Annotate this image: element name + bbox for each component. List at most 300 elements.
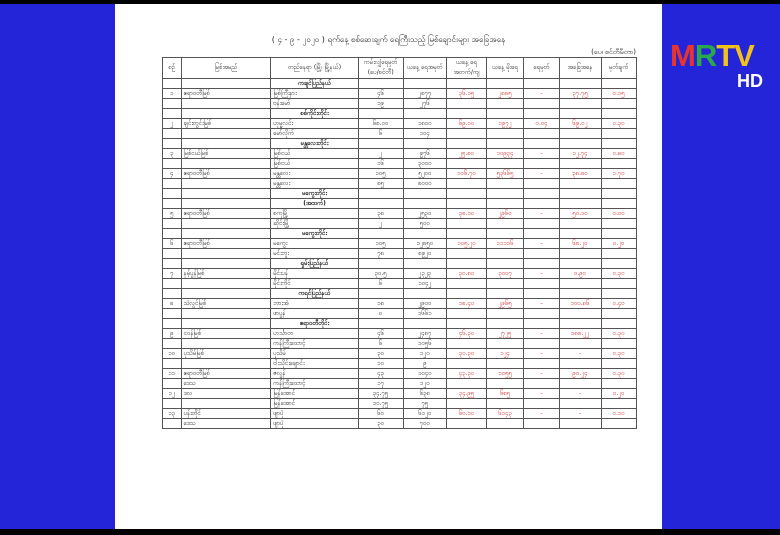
cell-c: ၁၀၆.၇၀ — [447, 169, 487, 179]
cell-b: ၂၄၈၇ — [403, 329, 447, 339]
cell-no: ၄ — [163, 169, 182, 179]
cell-d — [486, 249, 524, 259]
column-header: မြစ်အမည် — [181, 58, 271, 79]
cell-g: ၀.၃၀ — [601, 369, 637, 379]
cell-g: ၀.၁၅ — [601, 89, 637, 99]
cell-g: ၀.၁၀ — [601, 409, 637, 419]
cell-no — [163, 129, 182, 139]
cell-a: ၂ — [358, 149, 403, 159]
cell-e: ၀.၀၄ — [524, 119, 559, 129]
cell-g — [601, 399, 637, 409]
table-row — [163, 209, 637, 219]
cell-e: - — [524, 409, 559, 419]
water-level-table — [162, 57, 637, 429]
cell-a: ၃၀.၅ — [358, 269, 403, 279]
region-row — [163, 189, 637, 199]
cell-c — [447, 419, 487, 429]
cell-loc: ဆိုင်းမြို့ — [271, 219, 359, 229]
cell-b: ၈၉၂၀ — [403, 249, 447, 259]
cell-f — [559, 359, 601, 369]
logo-letter: M — [670, 38, 695, 73]
cell-d: ၆၈၅ — [486, 389, 524, 399]
table-row — [163, 239, 637, 249]
region-row — [163, 289, 637, 299]
cell-c — [447, 159, 487, 169]
cell-a: ၄၆ — [358, 329, 403, 339]
cell-e — [524, 279, 559, 289]
cell-c: ၃၀.၈၀ — [447, 269, 487, 279]
cell-f — [559, 339, 601, 349]
cell-loc: မြစ်ကြီးနား — [271, 89, 359, 99]
cell-b: ၂၇၆ — [403, 99, 447, 109]
cell-f — [559, 219, 601, 229]
table-row — [163, 409, 637, 419]
table-row — [163, 89, 637, 99]
cell-loc: ဗန်းမော် — [271, 99, 359, 109]
cell-e — [524, 219, 559, 229]
cell-a: ၈၅ — [358, 179, 403, 189]
region-row — [163, 109, 637, 119]
cell-name — [181, 309, 271, 319]
cell-no: ၁ — [163, 89, 182, 99]
cell-c — [447, 179, 487, 189]
region-row — [163, 229, 637, 239]
cell-loc: ဇလွန် — [271, 369, 359, 379]
cell-g — [601, 359, 637, 369]
cell-loc: ဖာပွန် — [271, 309, 359, 319]
cell-c: ၄၆.၃၀ — [447, 329, 487, 339]
region-name: မန္တလေးတိုင်း — [271, 139, 359, 149]
cell-b: ၁၈၀၀ — [403, 119, 447, 129]
cell-f: ၁၈၈.၂၂ — [559, 329, 601, 339]
cell-b: ၅၂၀၀ — [403, 169, 447, 179]
cell-d — [486, 339, 524, 349]
cell-loc: မော်လိုက် — [271, 129, 359, 139]
cell-name: ပုသိမ်မြစ် — [181, 349, 271, 359]
region-name: မကွေးတိုင်း — [271, 189, 359, 199]
cell-d — [486, 99, 524, 109]
cell-g — [601, 99, 637, 109]
logo-letter: R — [694, 38, 717, 73]
cell-c: ၃၀.၃၀ — [447, 349, 487, 359]
cell-g — [601, 179, 637, 189]
cell-a: ၁၀၅ — [358, 239, 403, 249]
cell-a: ၃၀ — [358, 419, 403, 429]
cell-b: ၂၉၀၀ — [403, 299, 447, 309]
cell-g — [601, 249, 637, 259]
table-row — [163, 99, 637, 109]
cell-g — [601, 419, 637, 429]
cell-loc: စကုမြို့ — [271, 209, 359, 219]
cell-name: သံလွင်မြစ် — [181, 299, 271, 309]
cell-loc: မြန်အောင် — [271, 389, 359, 399]
cell-f: ၆၉.၀၂ — [559, 119, 601, 129]
cell-no: ၁၃ — [163, 409, 182, 419]
cell-d: ၂၇၂၅ — [486, 329, 524, 339]
cell-c: ၆၀.၁၀ — [447, 409, 487, 419]
cell-d: ၃၀၀၇ — [486, 269, 524, 279]
cell-e — [524, 129, 559, 139]
table-row — [163, 349, 637, 359]
cell-e: - — [524, 239, 559, 249]
cell-f: - — [559, 409, 601, 419]
cell-c: ၃၄.၉၅ — [447, 389, 487, 399]
cell-loc: မိုင်းပန် — [271, 269, 359, 279]
cell-b: ၆၃၈ — [403, 389, 447, 399]
cell-c — [447, 129, 487, 139]
cell-d — [486, 399, 524, 409]
mrtv-logo-text — [670, 38, 754, 74]
cell-a: ၆ — [358, 339, 403, 349]
column-header: အခြေအနေ — [559, 58, 601, 79]
cell-loc: ကန်ကြီးထောင့် — [271, 379, 359, 389]
cell-e — [524, 339, 559, 349]
cell-d: ၁၁၁၁၆ — [486, 239, 524, 249]
table-row — [163, 249, 637, 259]
cell-name: ဧရာဝတီမြစ် — [181, 239, 271, 249]
cell-e — [524, 249, 559, 259]
cell-g: ၀.၀၀ — [601, 209, 637, 219]
cell-loc: မကွေး — [271, 239, 359, 249]
cell-d: ၂၉၆၅ — [486, 299, 524, 309]
cell-f — [559, 129, 601, 139]
cell-b: ၇၀၀ — [403, 419, 447, 429]
cell-a: ၂ — [358, 219, 403, 229]
cell-c — [447, 379, 487, 389]
table-row — [163, 379, 637, 389]
cell-b: ၉၇၆ — [403, 149, 447, 159]
cell-e — [524, 309, 559, 319]
cell-g: ၀.၂၀ — [601, 239, 637, 249]
cell-d — [486, 279, 524, 289]
cell-loc: ကန်ကြီးထောင့် — [271, 339, 359, 349]
cell-c: ၁၀၅.၂၀ — [447, 239, 487, 249]
cell-name — [181, 179, 271, 189]
cell-name: ဒလ — [181, 389, 271, 399]
cell-a: ၆ — [358, 129, 403, 139]
cell-a: ၃၀ — [358, 349, 403, 359]
region-row — [163, 139, 637, 149]
logo-letter: V — [734, 38, 754, 73]
cell-b: ၆၁၂၀ — [403, 409, 447, 419]
table-body — [163, 79, 637, 429]
cell-loc: ဖျာပုံ — [271, 409, 359, 419]
cell-no: ၁၁ — [163, 369, 182, 379]
cell-no — [163, 249, 182, 259]
cell-e: - — [524, 299, 559, 309]
column-header: စဉ် — [163, 58, 182, 79]
cell-a: ၁၆ — [358, 159, 403, 169]
cell-name: နမ့်ပွန်မြစ် — [181, 269, 271, 279]
cell-e — [524, 379, 559, 389]
cell-name: ချင်းတွင်းမြစ် — [181, 119, 271, 129]
cell-f: ၃၈.၈၀ — [559, 169, 601, 179]
cell-c — [447, 399, 487, 409]
cell-c — [447, 219, 487, 229]
cell-f: ၉၀.၂၄ — [559, 369, 601, 379]
cell-g — [601, 279, 637, 289]
cell-c — [447, 339, 487, 349]
table-row — [163, 339, 637, 349]
table-row — [163, 269, 637, 279]
region-row — [163, 259, 637, 269]
cell-g — [601, 379, 637, 389]
cell-d — [486, 179, 524, 189]
bottom-letterbox — [0, 529, 780, 535]
cell-e — [524, 99, 559, 109]
cell-b: ၂၈၇၇ — [403, 89, 447, 99]
cell-no — [163, 419, 182, 429]
cell-f: ၆၈.၂၀ — [559, 239, 601, 249]
cell-no: ၇ — [163, 269, 182, 279]
cell-no — [163, 279, 182, 289]
cell-f — [559, 309, 601, 319]
cell-name: ဧရာဝတီမြစ် — [181, 369, 271, 379]
cell-b: ၂၃၂၃ — [403, 269, 447, 279]
cell-e: - — [524, 329, 559, 339]
cell-f: - — [559, 389, 601, 399]
cell-g: ၀.၄၀ — [601, 299, 637, 309]
cell-g — [601, 309, 637, 319]
region-row — [163, 199, 637, 209]
cell-d — [486, 359, 524, 369]
region-name: ဧရာဝတီတိုင်း — [271, 319, 359, 329]
mrtv-hd-logo — [670, 38, 775, 98]
cell-e — [524, 179, 559, 189]
cell-b: ၅၀၀ — [403, 219, 447, 229]
column-header: ယနေ့ ရေအမှတ် — [403, 58, 447, 79]
cell-e: - — [524, 349, 559, 359]
cell-d — [486, 129, 524, 139]
cell-b: ၉ — [403, 359, 447, 369]
cell-name: ပန်းတိုင် — [181, 409, 271, 419]
cell-no — [163, 99, 182, 109]
cell-b: ၃၀၀၀ — [403, 159, 447, 169]
cell-b: ၁၂၈၅၀ — [403, 239, 447, 249]
cell-loc: ဘားအံ — [271, 299, 359, 309]
cell-g — [601, 129, 637, 139]
cell-b: ၁၆၆၁ — [403, 309, 447, 319]
cell-e: - — [524, 149, 559, 159]
cell-a: ၆၀ — [358, 409, 403, 419]
cell-a: ၀ — [358, 309, 403, 319]
region-name: မကွေးတိုင်း — [271, 229, 359, 239]
column-header: ကမ်းလျှံရေမှတ် (ပေ/စင်တီ) — [358, 58, 403, 79]
cell-e: - — [524, 89, 559, 99]
cell-no — [163, 179, 182, 189]
cell-f — [559, 99, 601, 109]
cell-d — [486, 419, 524, 429]
cell-no — [163, 309, 182, 319]
cell-e: - — [524, 389, 559, 399]
cell-f: ၁၀၀.၈၆ — [559, 299, 601, 309]
cell-d: ၁၀၉၃၄ — [486, 149, 524, 159]
cell-name — [181, 129, 271, 139]
cell-f: ၃၇.၇၅ — [559, 89, 601, 99]
cell-a: ၄၃ — [358, 369, 403, 379]
table-row — [163, 219, 637, 229]
cell-d — [486, 219, 524, 229]
cell-name: ငဝန်မြစ် — [181, 329, 271, 339]
cell-b: ၇၅ — [403, 399, 447, 409]
cell-c: ၃၆.၁၅ — [447, 89, 487, 99]
cell-name: ဒေသ — [181, 379, 271, 389]
cell-f — [559, 419, 601, 429]
table-row — [163, 149, 637, 159]
region-name: (အထက်) — [271, 199, 359, 209]
cell-f — [559, 179, 601, 189]
cell-f — [559, 249, 601, 259]
region-name: ရှမ်းပြည်နယ် — [271, 259, 359, 269]
cell-g: ၀.၈၀ — [601, 149, 637, 159]
unit-note: (ပေ၊ စင်တီမီတာ) — [591, 48, 636, 56]
cell-c — [447, 99, 487, 109]
cell-c: ၃၈.၁၀ — [447, 209, 487, 219]
cell-c: ၆၉.၁၀ — [447, 119, 487, 129]
cell-b: ၁၂၀ — [403, 349, 447, 359]
cell-no — [163, 159, 182, 169]
cell-c — [447, 279, 487, 289]
table-row — [163, 359, 637, 369]
cell-g: ၀.၃၀ — [601, 349, 637, 359]
cell-a: ၁၀ — [358, 359, 403, 369]
cell-b: ၁၀၄၀ — [403, 369, 447, 379]
cell-g: ၀.၃၀ — [601, 119, 637, 129]
cell-e: - — [524, 169, 559, 179]
cell-name — [181, 279, 271, 289]
cell-f: ၀.၉၀ — [559, 269, 601, 279]
cell-no — [163, 339, 182, 349]
column-header: ရေမှတ် — [524, 58, 559, 79]
cell-name: ဧရာဝတီမြစ် — [181, 209, 271, 219]
cell-loc: မြစ်ငယ် — [271, 159, 359, 169]
cell-e — [524, 419, 559, 429]
cell-a: ၁၀၅ — [358, 169, 403, 179]
cell-a: ၁၀.၇၅ — [358, 399, 403, 409]
cell-name — [181, 359, 271, 369]
cell-f: - — [559, 349, 601, 359]
column-header: တည်နေရာ (မြို့၊ မြို့နယ်) — [271, 58, 359, 79]
cell-e — [524, 399, 559, 409]
cell-loc: မင်းဘူး — [271, 249, 359, 259]
cell-a: ၁၈ — [358, 299, 403, 309]
table-row — [163, 389, 637, 399]
cell-b: ၈၀၀၀ — [403, 179, 447, 189]
hd-label: HD — [737, 71, 763, 91]
cell-no — [163, 399, 182, 409]
cell-g — [601, 219, 637, 229]
cell-b: ၁၀၅၆ — [403, 339, 447, 349]
table-row — [163, 399, 637, 409]
cell-no — [163, 379, 182, 389]
cell-name — [181, 339, 271, 349]
cell-name — [181, 399, 271, 409]
cell-e: - — [524, 369, 559, 379]
document-page — [115, 4, 662, 529]
column-header: မှတ်ချက် — [601, 58, 637, 79]
cell-a: ၄၆ — [358, 89, 403, 99]
cell-b: ၂၅၃၀ — [403, 209, 447, 219]
table-row — [163, 169, 637, 179]
cell-name: ဧရာဝတီမြစ် — [181, 169, 271, 179]
cell-name: ဒေသ — [181, 419, 271, 429]
cell-a: ၃၈ — [358, 209, 403, 219]
cell-loc: ဟင်္သာတ — [271, 329, 359, 339]
cell-a: ၆၈.၀၀ — [358, 119, 403, 129]
cell-loc: မန္တလေး — [271, 179, 359, 189]
cell-g: ၀.၃၀ — [601, 329, 637, 339]
cell-d: ၂၈၈၅ — [486, 89, 524, 99]
cell-b: ၁၀၄၂ — [403, 279, 447, 289]
cell-no: ၅ — [163, 209, 182, 219]
cell-a: ၃၄.၇၅ — [358, 389, 403, 399]
table-row — [163, 419, 637, 429]
cell-loc: မန္တလေး — [271, 169, 359, 179]
cell-name: မြစ်ငယ်မြစ် — [181, 149, 271, 159]
cell-loc: ငါးသိုင်းချောင်း — [271, 359, 359, 369]
cell-c — [447, 359, 487, 369]
cell-name — [181, 99, 271, 109]
table-row — [163, 119, 637, 129]
table-row — [163, 179, 637, 189]
cell-e: - — [524, 269, 559, 279]
cell-loc: ဟုမ္မလင်း — [271, 119, 359, 129]
cell-no — [163, 359, 182, 369]
cell-no: ၃ — [163, 149, 182, 159]
cell-loc: မိုင်းကိုင် — [271, 279, 359, 289]
table-row — [163, 309, 637, 319]
cell-c: ၁၈.၄၀ — [447, 299, 487, 309]
cell-e: - — [524, 209, 559, 219]
cell-d: ၂၉၆၀ — [486, 209, 524, 219]
cell-e — [524, 159, 559, 169]
cell-loc: ပုသိမ် — [271, 349, 359, 359]
cell-loc: မြန်အောင် — [271, 399, 359, 409]
table-row — [163, 299, 637, 309]
cell-d: ၁၀၅၅ — [486, 369, 524, 379]
cell-d — [486, 159, 524, 169]
cell-loc: ဖျာပုံ — [271, 419, 359, 429]
cell-g: ၀.၂၀ — [601, 389, 637, 399]
cell-g: ၀.၃၀ — [601, 269, 637, 279]
cell-g — [601, 339, 637, 349]
cell-d: ၁၂၄ — [486, 349, 524, 359]
region-name: စစ်ကိုင်းတိုင်း — [271, 109, 359, 119]
cell-name — [181, 249, 271, 259]
table-row — [163, 369, 637, 379]
cell-no: ၁၀ — [163, 349, 182, 359]
logo-letter: T — [716, 38, 735, 73]
region-name: ကရင်ပြည်နယ် — [271, 289, 359, 299]
cell-no: ၉ — [163, 329, 182, 339]
cell-a: ၁၇ — [358, 379, 403, 389]
region-row — [163, 79, 637, 89]
cell-c: ၂၅.၈၀ — [447, 149, 487, 159]
cell-g: ၁.၇၀ — [601, 169, 637, 179]
cell-c — [447, 309, 487, 319]
region-name: ကချင်ပြည်နယ် — [271, 79, 359, 89]
cell-c: ၄၃.၃၀ — [447, 369, 487, 379]
region-row — [163, 319, 637, 329]
cell-loc: မြစ်ငယ် — [271, 149, 359, 159]
cell-d: ၅၃၆၆၅ — [486, 169, 524, 179]
cell-no: ၆ — [163, 239, 182, 249]
cell-no: ၂ — [163, 119, 182, 129]
cell-name — [181, 159, 271, 169]
cell-name: ဧရာဝတီမြစ် — [181, 89, 271, 99]
cell-a: ၁၉ — [358, 99, 403, 109]
cell-f — [559, 279, 601, 289]
